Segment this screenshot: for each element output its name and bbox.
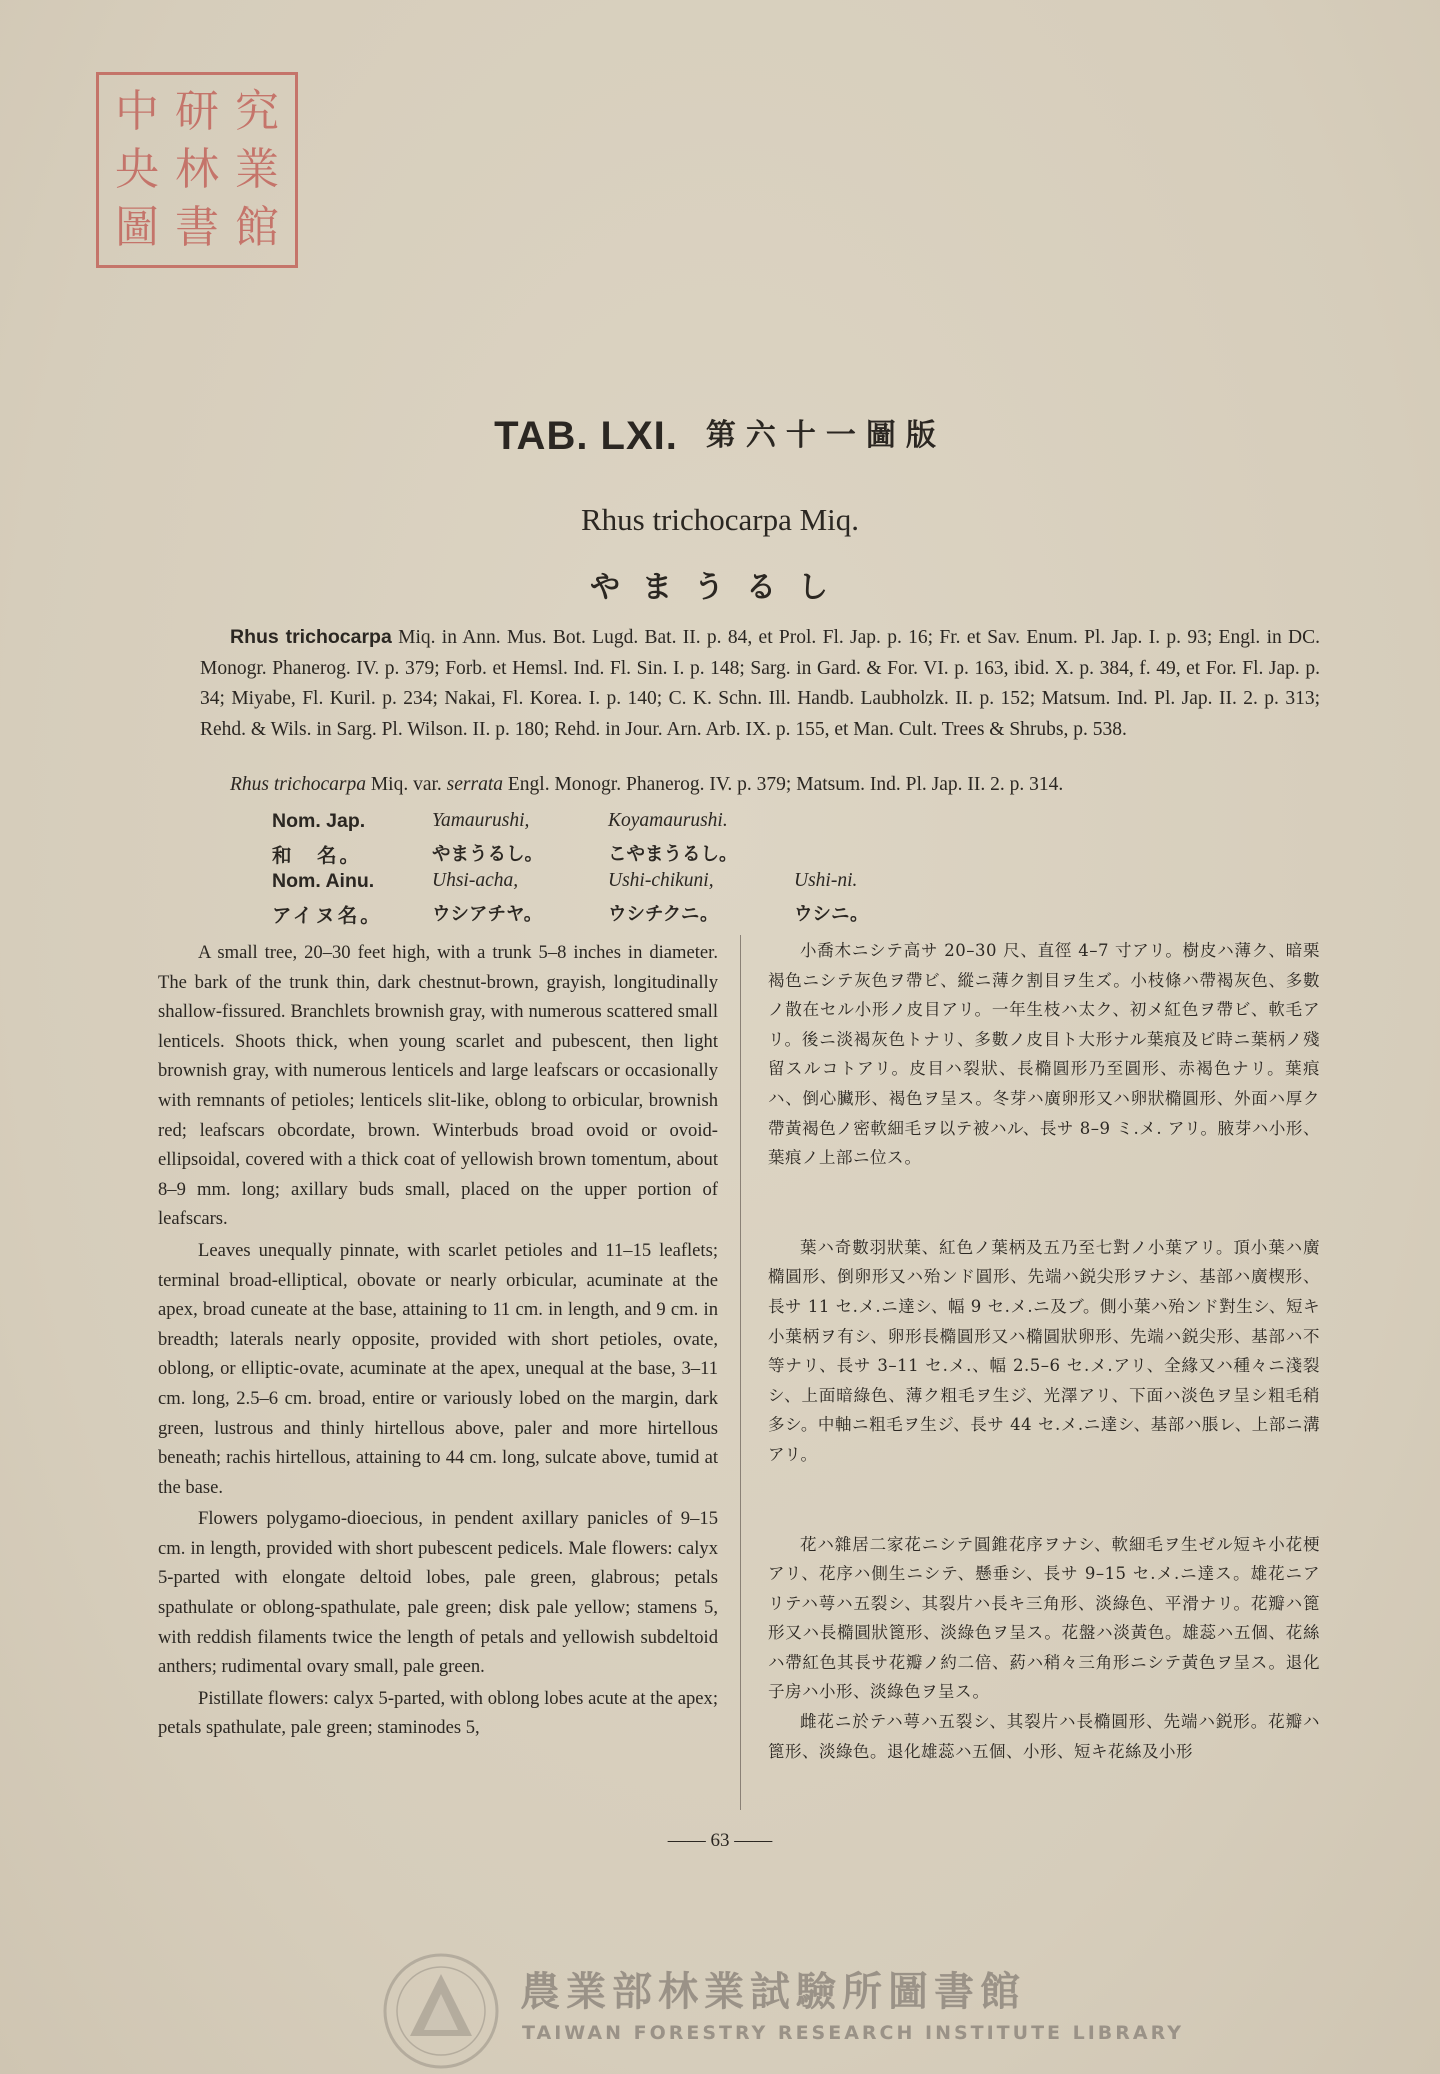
plate-number-japanese: 第六十一圖版 [705,418,946,453]
citation-var-text: Miq. var. [365,774,447,795]
seal-char: 中 [115,86,159,137]
description-paragraph: Flowers polygamo-dioecious, in pendent axillary panicles of 9–15 cm. in length, provided with short pubescent pedicels. Male flowers: calyx 5-parted with elongate deltoid lobes, pale green, glabrous; petals spathulate or oblong-spathulate, pale green; disk pale yellow; stamens 5, with reddish filaments twice the length of petals and yellowish subdeltoid anthers; rudimental ovary small, pale green. [158,1508,718,1678]
nom-ainu-value: Ushi-chikuni, [608,870,714,891]
library-seal-stamp [96,72,298,268]
citation-var-text: Engl. Monogr. Phanerog. IV. p. 379; Matsum. Ind. Pl. Jap. II. 2. p. 314. [503,774,1064,795]
ainu-value: ウシアチヤ。 [432,904,543,925]
citation-main [200,622,1320,745]
page-number: —— 63 —— [667,1830,773,1851]
seal-char: 圖 [115,202,159,253]
plate-number: TAB. LXI. [494,414,678,458]
description-paragraph-japanese: 葉ハ奇數羽狀葉、紅色ノ葉柄及五乃至七對ノ小葉アリ。頂小葉ハ廣橢圓形、倒卵形又ハ殆ンド圓形、先端ハ鋭尖形ヲナシ、基部ハ廣楔形、長サ 11 セ.メ.ニ達シ、幅 9 セ.メ.ニ及ブ。側小葉ハ殆ンド對生シ、短キ小葉柄ヲ有シ、卵形長橢圓形又ハ橢圓狀卵形、先端ハ鋭尖形、基部ハ不等ナリ、長サ 3–11 セ.メ.、幅 2.5–6 セ.メ.アリ、全緣又ハ種々ニ淺裂シ、上面暗綠色、薄ク粗毛ヲ生ジ、光澤アリ、下面ハ淡色ヲ呈シ粗毛稍多シ。中軸ニ粗毛ヲ生ジ、長サ 44 セ.メ.ニ達シ、基部ハ脹レ、上部ニ溝アリ。 [768,1237,1320,1464]
ainu-value: ウシチクニ。 [608,904,719,925]
seal-char: 研 [175,86,219,137]
citation-main-name: Rhus trichocarpa [230,626,392,648]
nom-jap-value: Koyamaurushi. [608,810,728,831]
citation-variety [200,770,1320,801]
description-paragraph: Pistillate flowers: calyx 5-parted, with oblong lobes acute at the apex; petals spathulate, pale green; staminodes 5, [158,1687,718,1739]
seal-char: 館 [235,202,279,253]
description-paragraph-japanese: 小喬木ニシテ高サ 20–30 尺、直徑 4–7 寸アリ。樹皮ハ薄ク、暗栗褐色ニシテ灰色ヲ帶ビ、縱ニ薄ク割目ヲ生ズ。小枝條ハ帶褐灰色、多數ノ散在セル小形ノ皮目アリ。一年生枝ハ太ク、初メ紅色ヲ帶ビ、軟毛アリ。後ニ淡褐灰色トナリ、多數ノ皮目ト大形ナル葉痕及ビ時ニ葉柄ノ殘留スルコトアリ。皮目ハ裂狀、長橢圓形乃至圓形、赤褐色ナリ。葉痕ハ、倒心臟形、褐色ヲ呈ス。冬芽ハ廣卵形又ハ卵狀橢圓形、外面ハ厚ク帶黃褐色ノ密軟細毛ヲ以テ被ハル、長サ 8–9 ミ.メ. アリ。腋芽ハ小形、葉痕ノ上部ニ位ス。 [768,941,1320,1168]
description-paragraph: Leaves unequally pinnate, with scarlet petioles and 11–15 leaflets; terminal broad-elliptical, obovate or nearly orbicular, acuminate at the apex, broad cuneate at the base, attaining to 11 cm. in length, and 9 cm. in breadth; laterals nearly opposite, provided with short petioles, ovate, oblong, or elliptic-ovate, acuminate at the apex, unequal at the base, 3–11 cm. long, 2.5–6 cm. broad, entire or variously lobed on the margin, dark green, lustrous and thinly hirtellous above, paler and more hirtellous beneath; rachis hirtellous, attaining to 44 cm. long, sulcate above, tumid at the base. [158,1239,718,1498]
seal-char: 書 [175,202,219,253]
seal-char: 業 [235,144,279,195]
institute-logo-icon [380,1950,502,2072]
nom-ainu-value: Uhsi-acha, [432,870,519,891]
watermark-english: TAIWAN FORESTRY RESEARCH INSTITUTE LIBRARY [522,2022,1184,2044]
description-paragraph-japanese: 雌花ニ於テハ萼ハ五裂シ、其裂片ハ長橢圓形、先端ハ鋭形。花瓣ハ篦形、淡綠色。退化雄蕊ハ五個、小形、短キ花絲及小形 [768,1712,1320,1761]
citation-var-name: Rhus trichocarpa [230,774,366,795]
description-paragraph-japanese: 花ハ雜居二家花ニシテ圓錐花序ヲナシ、軟細毛ヲ生ゼル短キ小花梗アリ、花序ハ側生ニシテ、懸垂シ、長サ 9–15 セ.メ.ニ達ス。雄花ニアリテハ萼ハ五裂シ、其裂片ハ長キ三角形、淡綠色、平滑ナリ。花瓣ハ篦形又ハ長橢圓狀篦形、淡綠色ヲ呈ス。花盤ハ淡黃色。雄蕊ハ五個、花絲ハ帶紅色其長サ花瓣ノ約二倍、葯ハ稍々三角形ニシテ黃色ヲ呈ス。退化子房ハ小形、淡綠色ヲ呈ス。 [768,1534,1320,1702]
citation-var-epithet: serrata [446,774,504,795]
seal-char: 究 [235,86,279,137]
wamei-value: こやまうるし。 [608,844,738,865]
nom-jap-label: Nom. Jap. [272,810,366,832]
japanese-description [768,936,1320,1766]
species-title: Rhus trichocarpa Miq. [580,502,860,537]
nom-ainu-value: Ushi-ni. [794,870,858,891]
nom-ainu-label: Nom. Ainu. [272,870,375,892]
wamei-label: 和 名。 [272,844,363,867]
plate-heading [0,410,1440,459]
seal-char: 林 [175,144,219,195]
wamei-value: やまうるし。 [432,844,544,865]
ainu-value: ウシニ。 [794,904,869,925]
column-divider [740,935,741,1810]
ainu-label: アイヌ名。 [272,904,383,927]
english-description [158,938,718,1745]
species-japanese-name: やまうるし [590,570,850,605]
citation-main-text: Miq. in Ann. Mus. Bot. Lugd. Bat. II. p. 84, et Prol. Fl. Jap. p. 16; Fr. et Sav. Enum. Pl. Jap. I. p. 93; Engl. in DC. Monogr. Phanerog. IV. p. 379; Forb. et Hemsl. Ind. Fl. Sin. I. p. 148; Sarg. in Gard. & For. VI. p. 163, ibid. X. p. 384, f. 49, et For. Fl. Jap. p. 34; Miyabe, Fl. Kuril. p. 234; Nakai, Fl. Korea. I. p. 140; C. K. Schn. Ill. Handb. Laubholzk. II. p. 152; Matsum. Ind. Pl. Jap. II. 2. p. 313; Rehd. & Wils. in Sarg. Pl. Wilson. II. p. 180; Rehd. in Jour. Arn. Arb. IX. p. 155, et Man. Cult. Trees & Shrubs, p. 538. [200,627,1321,740]
description-paragraph: A small tree, 20–30 feet high, with a trunk 5–8 inches in diameter. The bark of the trunk thin, dark chestnut-brown, grayish, longitudinally shallow-fissured. Branchlets brownish gray, with numerous scattered small lenticels. Shoots thick, when young scarlet and pubescent, then light brownish gray, with numerous lenticels and large leafscars or occasionally with remnants of petioles; lenticels slit-like, oblong to orbicular, brownish red; leafscars obcordate, brown. Winterbuds broad ovoid or ovoid-ellipsoidal, covered with a thick coat of yellowish brown tomentum, about 8–9 mm. long; axillary buds small, placed on the upper portion of leafscars. [158,942,718,1230]
seal-char: 央 [115,144,159,195]
nom-jap-value: Yamaurushi, [432,810,530,831]
watermark-chinese: 農業部林業試驗所圖書館 [520,1969,1026,2015]
